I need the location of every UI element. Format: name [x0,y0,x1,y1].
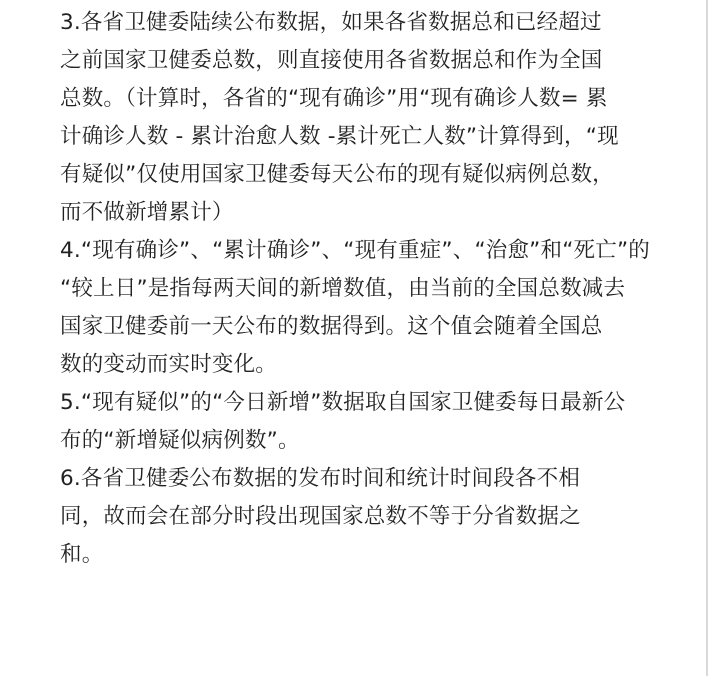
note-item-5 [60,384,680,460]
notes-section [60,4,680,574]
note-line: 同，故而会在部分时段出现国家总数不等于分省数据之 [60,504,581,529]
note-line: 有疑似”仅使用国家卫健委每天公布的现有疑似病例总数， [60,162,614,187]
note-line: 布的“新增疑似病例数”。 [60,428,300,453]
note-item-6 [60,460,680,574]
note-line: “较上日”是指每两天间的新增数值，由当前的全国总数减去 [60,276,626,301]
note-line: 和。 [60,542,104,567]
page-edge-divider [706,0,708,676]
note-line: 国家卫健委前一天公布的数据得到。这个值会随着全国总 [60,314,603,339]
note-line: 之前国家卫健委总数，则直接使用各省数据总和作为全国 [60,48,603,73]
note-line: 总数。（计算时，各省的“现有确诊”用“现有确诊人数= 累 [60,86,608,111]
note-line: 数的变动而实时变化。 [60,352,278,377]
note-item-3 [60,4,680,232]
note-item-4 [60,232,680,384]
note-line: 4.“现有确诊”、“累计确诊”、“现有重症”、“治愈”和“死亡”的 [60,238,650,263]
note-line: 计确诊人数 - 累计治愈人数 -累计死亡人数”计算得到，“现 [60,124,619,149]
note-line: 3.各省卫健委陆续公布数据，如果各省数据总和已经超过 [60,10,602,35]
note-line: 6.各省卫健委公布数据的发布时间和统计时间段各不相 [60,466,581,491]
note-line: 而不做新增累计） [60,200,234,225]
note-line: 5.“现有疑似”的“今日新增”数据取自国家卫健委每日最新公 [60,390,626,415]
